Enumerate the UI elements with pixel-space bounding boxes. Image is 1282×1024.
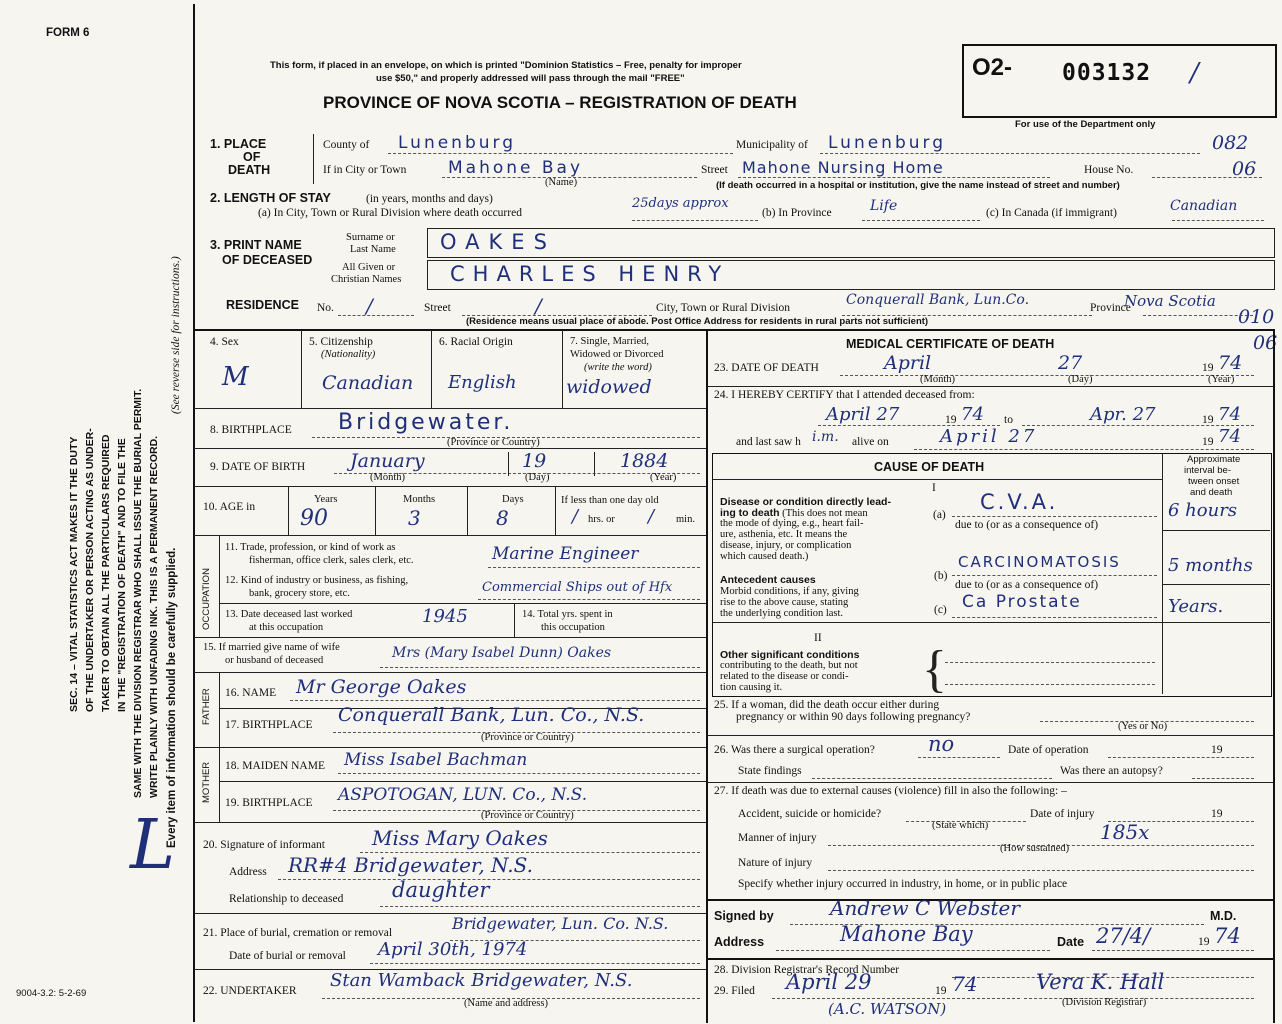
industry-label-1: 12. Kind of industry or business, as fishing, (225, 575, 409, 586)
other-conditions-label-2: contributing to the death, but not (720, 660, 858, 671)
age-less-than-day-label: If less than one day old (561, 495, 659, 506)
surname-label-1: Surname or (346, 232, 395, 243)
cause-part2-rule (713, 622, 1270, 623)
cause-title-rule (713, 479, 1163, 480)
racial-origin-value[interactable]: English (448, 372, 517, 393)
dob-month-caption: (Month) (370, 472, 405, 483)
last-saw-label: and last saw h (736, 436, 801, 448)
signature-address-label: Address (714, 935, 765, 949)
age-div-2 (375, 487, 376, 535)
row9-bottom (194, 486, 706, 487)
citizenship-sub: (Nationality) (321, 349, 376, 360)
row8-bottom (194, 448, 706, 449)
signature-bottom (707, 958, 1273, 960)
undertaker-label: 22. UNDERTAKER (203, 985, 297, 997)
marital-label-1: 7. Single, Married, (570, 336, 650, 347)
last-worked-value[interactable]: 1945 (422, 606, 468, 627)
dod-day-caption: (Day) (1068, 374, 1093, 385)
other-conditions-label-3: related to the disease or condi- (720, 671, 849, 682)
how-sustained-caption: (How sustained) (1000, 843, 1070, 854)
accident-label: Accident, suicide or homicide? (738, 808, 882, 820)
dob-day-caption: (Day) (525, 472, 550, 483)
last-worked-label-2: at this occupation (249, 622, 324, 633)
residence-street-label: Street (424, 302, 451, 314)
relationship-line (380, 906, 700, 907)
age-div-4 (555, 487, 556, 535)
county-label: County of (323, 139, 370, 151)
certify-to-year-prefix: 19 (1202, 414, 1214, 426)
residence-label: RESIDENCE (226, 298, 299, 312)
relationship-value[interactable]: daughter (392, 878, 490, 902)
dod-day[interactable]: 27 (1058, 352, 1083, 374)
signature-date-label: Date (1057, 935, 1085, 949)
occupation-div (514, 604, 515, 637)
dob-year[interactable]: 1884 (620, 450, 669, 472)
place-label-1: 1. PLACE (210, 137, 267, 151)
municipality-line (820, 153, 1200, 154)
external-label: 27. If death was due to external causes (violence) fill in also the following: – (714, 785, 1067, 797)
residence-province-line (1143, 315, 1253, 316)
stay-city-line (632, 220, 758, 221)
md-label: M.D. (1210, 909, 1237, 923)
occupation-bottom (194, 637, 706, 638)
industry-line (478, 599, 700, 600)
dod-year[interactable]: 74 (1218, 352, 1243, 374)
occupation-side-label: OCCUPATION (201, 568, 212, 630)
trade-label-1: 11. Trade, profession, or kind of work as (225, 542, 396, 553)
county-line (388, 153, 733, 154)
county-value[interactable]: Lunenburg (398, 133, 517, 153)
sec14-line3: TAKER TO OBTAIN ALL THE PARTICULARS REQUIRED (100, 434, 112, 712)
woman-yes-no-caption: (Yes or No) (1118, 721, 1168, 732)
stay-city-label: (a) In City, Town or Rural Division where death occurred (258, 207, 522, 219)
dod-year-caption: (Year) (1208, 374, 1235, 385)
cause-a-label: (a) (933, 509, 946, 521)
cause-b-due-to: due to (or as a consequence of) (955, 579, 1099, 591)
stay-label-note: (in years, months and days) (366, 193, 493, 205)
registration-number: 003132 (1062, 60, 1152, 86)
filed-line (772, 998, 1020, 999)
antecedent-label-2: Morbid conditions, if any, giving (720, 586, 859, 597)
dob-div-1 (508, 452, 509, 476)
filed-year-prefix: 19 (935, 985, 947, 997)
permanent-record-note: WRITE PLAINLY WITH UNFADING INK. THIS IS A PERMANENT RECORD. (148, 435, 160, 798)
relationship-label: Relationship to deceased (229, 893, 344, 905)
stay-canada-value[interactable]: Canadian (1170, 198, 1238, 214)
father-birthplace-value[interactable]: Conquerall Bank, Lun. Co., N.S. (338, 704, 645, 726)
trade-line (488, 567, 700, 568)
residence-no-value[interactable]: / (366, 294, 373, 318)
spouse-line (380, 667, 700, 668)
form-number: FORM 6 (46, 27, 90, 39)
interval-label-4: and death (1190, 487, 1233, 498)
citizenship-label: 5. Citizenship (309, 336, 373, 348)
age-years-value[interactable]: 90 (300, 506, 328, 531)
cause-b-label: (b) (934, 570, 948, 582)
total-years-label-1: 14. Total yrs. spent in (522, 609, 613, 620)
age-hrs-value[interactable]: / (572, 506, 579, 527)
informant-signature[interactable]: Miss Mary Oakes (372, 826, 548, 850)
signed-by-value[interactable]: Andrew C Webster (830, 896, 1020, 920)
nature-line (828, 870, 1254, 871)
residence-province-label: Province (1090, 302, 1131, 314)
department-use-note: For use of the Department only (1015, 119, 1156, 130)
interval-rule-b (1162, 584, 1270, 585)
residence-note: (Residence means usual place of abode. Post Office Address for residents in rural parts not sufficient) (466, 316, 929, 327)
grid-center-divider (706, 329, 708, 1023)
mother-name-label: 18. MAIDEN NAME (225, 760, 325, 772)
informant-address-value[interactable]: RR#4 Bridgewater, N.S. (288, 853, 533, 877)
sex-value[interactable]: M (222, 362, 249, 392)
woman-label-1: 25. If a woman, did the death occur either during (714, 699, 940, 711)
signature-address-value[interactable]: Mahone Bay (840, 922, 973, 946)
filed-label: 29. Filed (714, 985, 755, 997)
undertaker-caption: (Name and address) (464, 998, 548, 1009)
autopsy-line (1192, 778, 1254, 779)
stay-canada-line (1172, 220, 1264, 221)
street-value[interactable]: Mahone Nursing Home (742, 158, 944, 177)
operation-year-prefix: 19 (1211, 744, 1223, 756)
alive-on-line (914, 449, 1254, 450)
father-name-label: 16. NAME (225, 687, 277, 699)
instructions-note: (See reverse side for instructions.) (170, 256, 182, 414)
filed-date[interactable]: April 29 (786, 970, 872, 994)
burial-date-line (370, 963, 700, 964)
registrar-caption: (Division Registrar) (1062, 997, 1147, 1008)
mother-side-rule (219, 748, 220, 822)
direct-cause-label-6: disease, injury, or complication (720, 540, 852, 551)
surgery-label: 26. Was there a surgical operation? (714, 744, 875, 756)
city-label: If in City or Town (323, 164, 407, 176)
mother-row-rule (219, 781, 706, 782)
other-conditions-line-1 (945, 662, 1155, 663)
dob-month[interactable]: January (350, 450, 425, 472)
findings-label: State findings (738, 765, 802, 777)
street-label: Street (701, 164, 728, 176)
registration-check-mark: / (1190, 58, 1199, 88)
last-saw-year[interactable]: 74 (1218, 426, 1241, 447)
injury-date-label: Date of injury (1030, 808, 1095, 820)
spouse-value[interactable]: Mrs (Mary Isabel Dunn) Oakes (392, 645, 612, 661)
age-hrs-label: hrs. or (588, 514, 615, 525)
father-side-rule (219, 673, 220, 747)
operation-date-line (1108, 757, 1254, 758)
certify-from-year[interactable]: 74 (961, 404, 984, 425)
dod-month-caption: (Month) (920, 374, 955, 385)
direct-cause-label-2: ing to death (720, 507, 780, 519)
direct-cause-label-5: ure, asthenia, etc. It means the (720, 529, 848, 540)
certify-to-date[interactable]: Apr. 27 (1090, 404, 1156, 425)
marital-value[interactable]: widowed (566, 376, 652, 398)
cause-c-label: (c) (934, 604, 947, 616)
burial-date-label: Date of burial or removal (229, 950, 346, 962)
interval-label-3: tween onset (1188, 476, 1240, 487)
mother-birthplace-caption: (Province or Country) (481, 810, 574, 821)
stay-province-line (862, 220, 980, 221)
state-which-caption: (State which) (932, 820, 989, 831)
row4-div-3 (562, 330, 563, 408)
residence-city-label: City, Town or Rural Division (656, 302, 791, 314)
stay-province-label: (b) In Province (762, 207, 832, 219)
mother-birthplace-label: 19. BIRTHPLACE (225, 797, 313, 809)
city-value[interactable]: Mahone Bay (448, 158, 584, 178)
father-birthplace-label: 17. BIRTHPLACE (225, 719, 313, 731)
woman-label-2: pregnancy or within 90 days following pregnancy? (736, 711, 971, 723)
trade-label-2: fisherman, office clerk, sales clerk, etc. (249, 555, 414, 566)
dod-month[interactable]: April (884, 352, 932, 374)
antecedent-label-4: the underlying condition last. (720, 608, 844, 619)
last-worked-label-1: 13. Date deceased last worked (225, 609, 353, 620)
place-label-3: DEATH (228, 163, 271, 177)
stay-label: 2. LENGTH OF STAY (210, 191, 331, 205)
cause-a-line (952, 516, 1157, 517)
margin-border (193, 4, 195, 1022)
age-months-value[interactable]: 3 (408, 506, 421, 530)
dob-div-2 (594, 452, 595, 476)
interval-label-1: Approximate (1187, 454, 1241, 465)
father-side-label: FATHER (201, 688, 212, 725)
spouse-label-1: 15. If married give name of wife (203, 642, 340, 653)
spouse-label-2: or husband of deceased (225, 655, 324, 666)
record-number-label: 28. Division Registrar's Record Number (714, 964, 900, 976)
cause-c-line (952, 617, 1157, 618)
registrar-signature[interactable]: Vera K. Hall (1036, 970, 1165, 994)
residence-city-value[interactable]: Conquerall Bank, Lun.Co. (846, 292, 1030, 308)
filed-year[interactable]: 74 (952, 972, 978, 996)
municipality-value[interactable]: Lunenburg (828, 133, 947, 153)
mother-name-line (338, 773, 700, 774)
grid-top-rule (194, 329, 1274, 331)
birthplace-value[interactable]: Bridgewater. (338, 410, 514, 435)
place-label-2: OF (243, 150, 261, 164)
autopsy-label: Was there an autopsy? (1060, 765, 1163, 777)
age-days-label: Days (502, 494, 524, 505)
direct-cause-label-4: the mode of dying, e.g., heart fail- (720, 518, 864, 529)
alive-on-label: alive on (852, 436, 889, 448)
age-min-label: min. (676, 514, 695, 525)
manner-label: Manner of injury (738, 832, 817, 844)
antecedent-label-3: rise to the above cause, stating (720, 597, 849, 608)
registration-prefix: O2- (972, 54, 1013, 81)
interval-label-2: interval be- (1184, 465, 1231, 476)
informant-address-label: Address (229, 866, 267, 878)
postal-note-line2: use $50," and properly addressed will pass through the mail "FREE" (376, 73, 685, 84)
row4-div-1 (301, 330, 302, 408)
direct-cause-label-3: (This does not mean (782, 508, 868, 519)
injury-year-prefix: 19 (1211, 808, 1223, 820)
age-months-label: Months (403, 494, 436, 505)
marital-label-3: (write the word) (584, 362, 652, 373)
stay-province-value[interactable]: Life (870, 198, 898, 214)
other-conditions-label-4: tion causing it. (720, 682, 783, 693)
father-name-line (290, 700, 700, 701)
cause-a-value[interactable]: C.V.A. (980, 490, 1059, 514)
industry-value[interactable]: Commercial Ships out of Hfx (482, 580, 673, 595)
stay-canada-label: (c) In Canada (if immigrant) (986, 207, 1117, 219)
sex-label: 4. Sex (210, 336, 239, 348)
findings-line (812, 778, 1052, 779)
direct-cause-label-1: Disease or condition directly lead- (720, 496, 891, 508)
last-saw-year-prefix: 19 (1202, 436, 1214, 448)
dob-label: 9. DATE OF BIRTH (210, 461, 306, 473)
cause-a-interval[interactable]: 6 hours (1168, 500, 1238, 521)
mother-side-label: MOTHER (201, 761, 212, 803)
cause-a-due-to: due to (or as a consequence of) (955, 519, 1099, 531)
age-div-1 (288, 487, 289, 535)
interval-rule-a (1162, 530, 1270, 531)
birthplace-caption: (Province or Country) (447, 437, 540, 448)
burial-place-label: 21. Place of burial, cremation or removal (203, 927, 393, 939)
surgery-line (918, 757, 1000, 758)
cause-b-value[interactable]: CARCINOMATOSIS (958, 553, 1121, 571)
undertaker-value[interactable]: Stan Wamback Bridgewater, N.S. (330, 970, 633, 991)
dod-label: 23. DATE OF DEATH (714, 362, 819, 374)
cause-part-1: I (932, 482, 936, 494)
row4-bottom (194, 408, 706, 409)
print-reference: 9004-3.2: 5-2-69 (16, 988, 87, 999)
signature-date-value[interactable]: 27/4/ (1096, 924, 1151, 948)
other-conditions-line-2 (945, 684, 1155, 685)
row25-bottom (707, 735, 1273, 736)
cause-c-value[interactable]: Ca Prostate (962, 592, 1082, 612)
dod-year-prefix: 19 (1202, 362, 1214, 374)
residence-province-value[interactable]: Nova Scotia (1124, 292, 1216, 310)
industry-label-2: bank, grocery store, etc. (249, 588, 350, 599)
given-names-value[interactable]: CHARLES HENRY (450, 262, 730, 286)
direct-cause-label-7: which caused death.) (720, 551, 809, 562)
grid-right-border (1273, 329, 1275, 1023)
occupation-row-rule (219, 603, 706, 604)
row10-bottom (194, 535, 706, 536)
racial-origin-label: 6. Racial Origin (439, 336, 513, 348)
mother-name-value[interactable]: Miss Isabel Bachman (344, 750, 528, 770)
citizenship-value[interactable]: Canadian (322, 372, 414, 394)
last-saw-date[interactable]: April 27 (940, 426, 1038, 447)
signature-date-line (1092, 950, 1254, 951)
age-div-3 (467, 487, 468, 535)
row26-bottom (707, 782, 1273, 783)
father-bottom (194, 747, 706, 748)
department-code-4: 06 (1253, 332, 1278, 354)
surname-label-2: Last Name (350, 244, 396, 255)
antecedent-label-1: Antecedent causes (720, 574, 816, 586)
certify-to-label: to (1004, 414, 1013, 426)
house-line (1152, 177, 1262, 178)
name-label-1: 3. PRINT NAME (210, 238, 302, 252)
signature-address-line (776, 950, 1050, 951)
information-note: Every item of information should be carefully supplied. (166, 547, 178, 848)
certify-label: 24. I HEREBY CERTIFY that I attended deceased from: (714, 389, 975, 401)
form-title: PROVINCE OF NOVA SCOTIA – REGISTRATION OF DEATH (323, 93, 797, 112)
nature-label: Nature of injury (738, 857, 813, 869)
other-conditions-label-1: Other significant conditions (720, 649, 860, 661)
medical-title: MEDICAL CERTIFICATE OF DEATH (846, 337, 1055, 351)
street-line (738, 177, 1050, 178)
age-min-value[interactable]: / (648, 506, 655, 527)
cause-b-line (952, 575, 1157, 576)
signature-year-prefix: 19 (1198, 936, 1210, 948)
dob-year-caption: (Year) (650, 472, 677, 483)
informant-label: 20. Signature of informant (203, 839, 326, 851)
residence-no-line (338, 315, 414, 316)
cause-interval-divider (1162, 454, 1163, 694)
age-years-label: Years (314, 494, 338, 505)
signature-year[interactable]: 74 (1214, 924, 1241, 948)
burial-place-value[interactable]: Bridgewater, Lun. Co. N.S. (452, 914, 669, 933)
city-name-caption: (Name) (545, 177, 578, 188)
department-code-2: 06 (1232, 158, 1257, 180)
age-days-value[interactable]: 8 (496, 506, 509, 530)
watson-note[interactable]: (A.C. WATSON) (828, 1000, 947, 1018)
total-years-label-2: this occupation (541, 622, 605, 633)
given-label-2: Christian Names (331, 274, 402, 285)
father-name-value[interactable]: Mr George Oakes (296, 676, 467, 698)
occupation-side-rule (219, 536, 220, 637)
sec14-line1: SEC. 14 – VITAL STATISTICS ACT MAKES IT THE DUTY (68, 436, 80, 712)
marital-label-2: Widowed or Divorced (570, 349, 664, 360)
external-ref-code[interactable]: 185x (1100, 820, 1150, 844)
municipality-label: Municipality of (736, 139, 808, 151)
mother-birthplace-value[interactable]: ASPOTOGAN, LUN. Co., N.S. (338, 785, 588, 805)
dob-day[interactable]: 19 (522, 450, 547, 472)
surgery-answer[interactable]: no (928, 732, 955, 756)
given-label-1: All Given or (342, 262, 396, 273)
department-code-3: 010 (1238, 306, 1275, 328)
cause-part-2: II (814, 632, 822, 644)
mother-bottom (194, 822, 706, 823)
cause-c-interval[interactable]: Years. (1168, 596, 1224, 617)
row15-bottom (194, 672, 706, 673)
sec14-line2: OF THE UNDERTAKER OR PERSON ACTING AS UNDER- (84, 428, 96, 712)
surname-value[interactable]: OAKES (440, 230, 556, 254)
name-label-2: OF DECEASED (222, 253, 313, 267)
birthplace-label: 8. BIRTHPLACE (210, 424, 292, 436)
father-birthplace-caption: (Province or Country) (481, 732, 574, 743)
operation-date-label: Date of operation (1008, 744, 1089, 756)
row4-div-2 (431, 330, 432, 408)
residence-no-label: No. (317, 302, 334, 314)
margin-initial: L (130, 806, 176, 885)
last-saw-sex[interactable]: i.m. (812, 429, 839, 445)
sec14-line5: SAME WITH THE DIVISION REGISTRAR WHO SHALL ISSUE THE BURIAL PERMIT. (132, 388, 144, 798)
other-conditions-brace: { (922, 641, 947, 698)
residence-street-value[interactable]: / (535, 294, 542, 318)
house-label: House No. (1084, 164, 1134, 176)
certify-to-year[interactable]: 74 (1218, 404, 1241, 425)
department-code-1: 082 (1212, 132, 1249, 154)
signed-by-label: Signed by (714, 909, 774, 923)
hospital-note: (If death occurred in a hospital or institution, give the name instead of street and number) (716, 180, 1120, 191)
row23-bottom (707, 386, 1273, 387)
dod-line (840, 375, 1254, 376)
where-label: Specify whether injury occurred in industry, in home, or in public place (738, 878, 1068, 890)
burial-date-value[interactable]: April 30th, 1974 (378, 939, 528, 960)
certify-from-year-prefix: 19 (945, 414, 957, 426)
certify-from-date[interactable]: April 27 (826, 404, 900, 425)
cause-title: CAUSE OF DEATH (874, 460, 985, 474)
cause-b-interval[interactable]: 5 months (1168, 555, 1253, 576)
stay-city-value[interactable]: 25days approx (632, 196, 729, 211)
postal-note-line1: This form, if placed in an envelope, on which is printed "Dominion Statistics – Free, penalty for improper (270, 60, 742, 71)
sec14-line4: IN THE "REGISTRATION OF DEATH" AND TO FILE THE (116, 438, 128, 712)
age-label: 10. AGE in (203, 501, 256, 513)
trade-value[interactable]: Marine Engineer (492, 544, 639, 564)
place-bracket (313, 134, 314, 184)
